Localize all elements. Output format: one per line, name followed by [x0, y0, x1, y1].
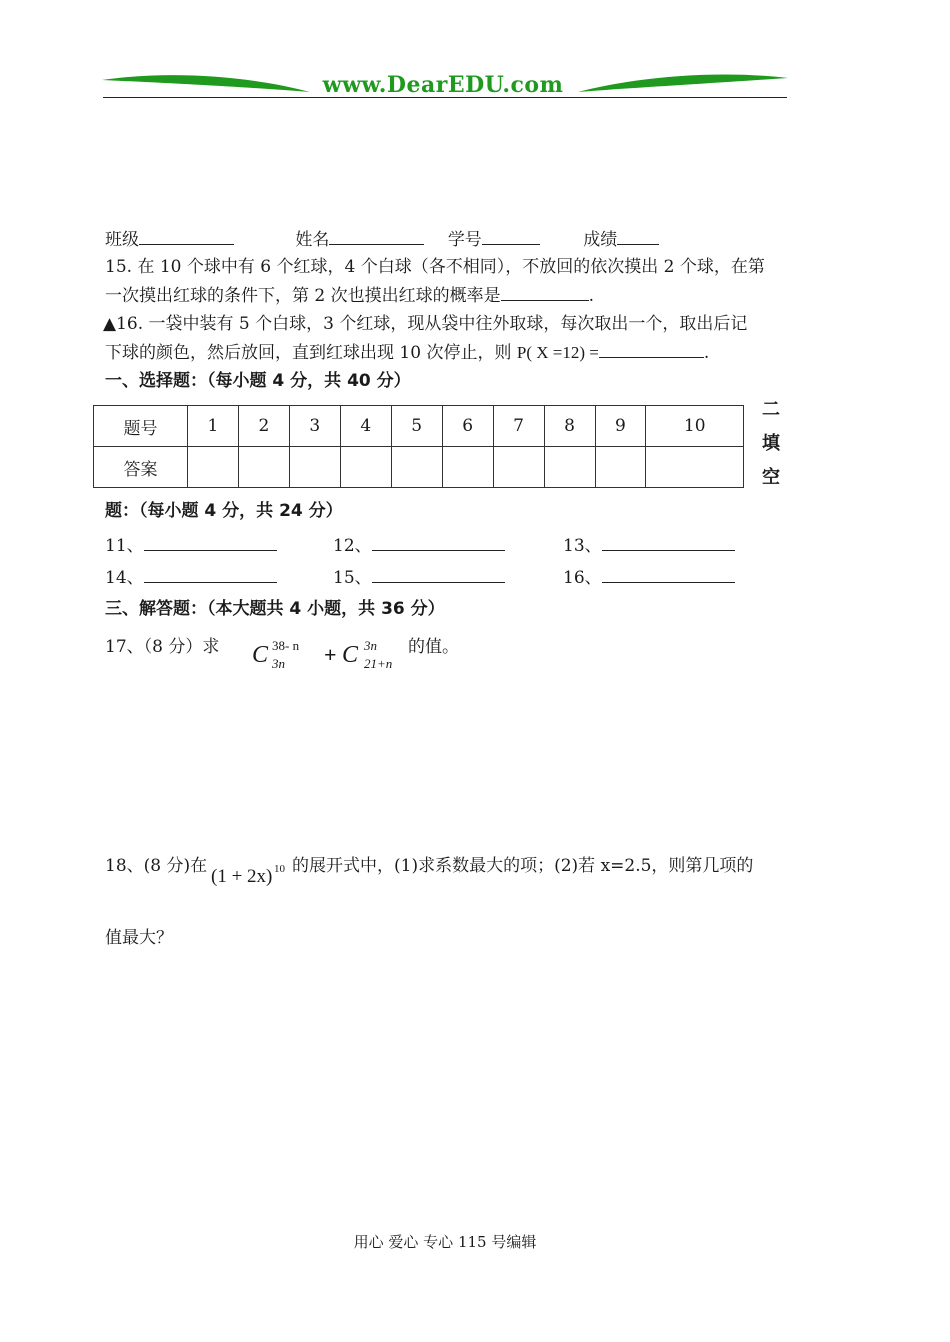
q18-formula-base: (1 + 2x): [211, 866, 273, 887]
table-cell-number: 9: [595, 406, 646, 447]
table-cell-number: 10: [646, 406, 744, 447]
info-line: [105, 226, 659, 253]
q16-text: 下球的颜色，然后放回，直到红球出现 10 次停止，则: [105, 343, 512, 363]
answer-cell[interactable]: [442, 447, 493, 488]
header-logo: [100, 70, 790, 104]
q15-line2: [105, 282, 594, 309]
section1-title: 一、选择题：（每小题 4 分，共 40 分）: [105, 371, 411, 391]
q17-plus: +: [324, 642, 337, 667]
answer-cell[interactable]: [238, 447, 289, 488]
fill-blank[interactable]: [602, 564, 735, 583]
answer-cell[interactable]: [544, 447, 595, 488]
table-cell-number: 6: [442, 406, 493, 447]
q17-c2-base: C: [342, 642, 359, 668]
section2-title: 题：（每小题 4 分，共 24 分）: [105, 501, 343, 521]
q15-answer-blank[interactable]: [501, 282, 589, 301]
q17-c1-sub: 3n: [272, 656, 285, 671]
brand-text: www.DearEDU.com: [322, 72, 564, 98]
fill-item-11: [105, 532, 277, 559]
number-label: 学号: [447, 230, 482, 250]
q17-prefix: 17、（8 分）求: [105, 637, 220, 657]
q16-line1: ▲16. 一袋中装有 5 个白球，3 个红球，现从袋中往外取球，每次取出一个，取出后记: [103, 314, 748, 334]
fill-label: 15、: [333, 568, 372, 588]
fill-label: 14、: [105, 568, 144, 588]
score-label: 成绩: [583, 230, 618, 250]
answer-cell[interactable]: [646, 447, 744, 488]
answer-cell[interactable]: [595, 447, 646, 488]
table-row-numbers: [94, 406, 744, 447]
fill-blank[interactable]: [372, 532, 505, 551]
table-cell-number: 3: [289, 406, 340, 447]
q17-c1-sup: 38- n: [272, 638, 300, 653]
q16-formula: P( X =12) =: [516, 343, 599, 362]
answer-cell[interactable]: [340, 447, 391, 488]
fill-blank[interactable]: [372, 564, 505, 583]
name-blank[interactable]: [329, 226, 424, 245]
fill-label: 12、: [333, 536, 372, 556]
q15-line1: 15. 在 10 个球中有 6 个红球，4 个白球（各不相同），不放回的依次摸出 2 个球，在第: [105, 257, 765, 277]
name-label: 姓名: [295, 230, 330, 250]
table-cell-number: 4: [340, 406, 391, 447]
class-label: 班级: [105, 230, 139, 250]
section3-title: 三、解答题：（本大题共 4 小题，共 36 分）: [105, 599, 445, 619]
q17-suffix: 的值。: [408, 637, 459, 657]
section2-side-heading: [760, 393, 782, 495]
fill-item-14: [105, 564, 277, 591]
q18-formula: [211, 860, 291, 894]
table-cell-number: 7: [493, 406, 544, 447]
q17-c2-sup: 3n: [364, 638, 377, 653]
fill-item-15: [333, 564, 505, 591]
fill-item-16: [563, 564, 735, 591]
fill-blank[interactable]: [144, 564, 277, 583]
table-cell-number: 1: [188, 406, 239, 447]
table-header-number: 题号: [94, 406, 188, 447]
q18-suffix: 的展开式中，(1)求系数最大的项；(2)若 x=2.5，则第几项的: [292, 856, 754, 876]
header-rule: [103, 97, 787, 98]
q16-line2: [105, 339, 709, 366]
q18-line2: 值最大？: [105, 928, 173, 948]
fill-item-13: [563, 532, 735, 559]
answer-cell[interactable]: [289, 447, 340, 488]
table-cell-number: 8: [544, 406, 595, 447]
fill-blank[interactable]: [144, 532, 277, 551]
table-cell-number: 2: [238, 406, 289, 447]
q17-c1-base: C: [252, 642, 269, 668]
score-blank[interactable]: [617, 226, 659, 245]
q15-text: 一次摸出红球的条件下，第 2 次也摸出红球的概率是: [105, 286, 501, 306]
side-char: 空: [762, 467, 780, 488]
answer-table: [93, 405, 744, 488]
answer-cell[interactable]: [188, 447, 239, 488]
side-char: 二: [762, 399, 780, 420]
table-header-answer: 答案: [94, 447, 188, 488]
q16-period: .: [703, 343, 710, 363]
fill-item-12: [333, 532, 505, 559]
table-cell-number: 5: [391, 406, 442, 447]
fill-blank[interactable]: [602, 532, 735, 551]
page-footer: 用心 爱心 专心 115 号编辑: [353, 1233, 537, 1251]
q17-c2-sub: 21+n: [364, 656, 393, 671]
class-blank[interactable]: [139, 226, 234, 245]
number-blank[interactable]: [482, 226, 540, 245]
fill-label: 13、: [563, 536, 602, 556]
q16-answer-blank[interactable]: [599, 339, 704, 358]
answer-cell[interactable]: [493, 447, 544, 488]
q15-period: .: [588, 286, 595, 306]
side-char: 填: [762, 433, 780, 454]
fill-label: 11、: [105, 536, 144, 556]
fill-label: 16、: [563, 568, 602, 588]
q17-formula: [252, 636, 404, 676]
answer-cell[interactable]: [391, 447, 442, 488]
table-row-answers: [94, 447, 744, 488]
q18-formula-exp: 10: [274, 863, 285, 875]
q18-prefix: 18、(8 分)在: [105, 856, 208, 876]
